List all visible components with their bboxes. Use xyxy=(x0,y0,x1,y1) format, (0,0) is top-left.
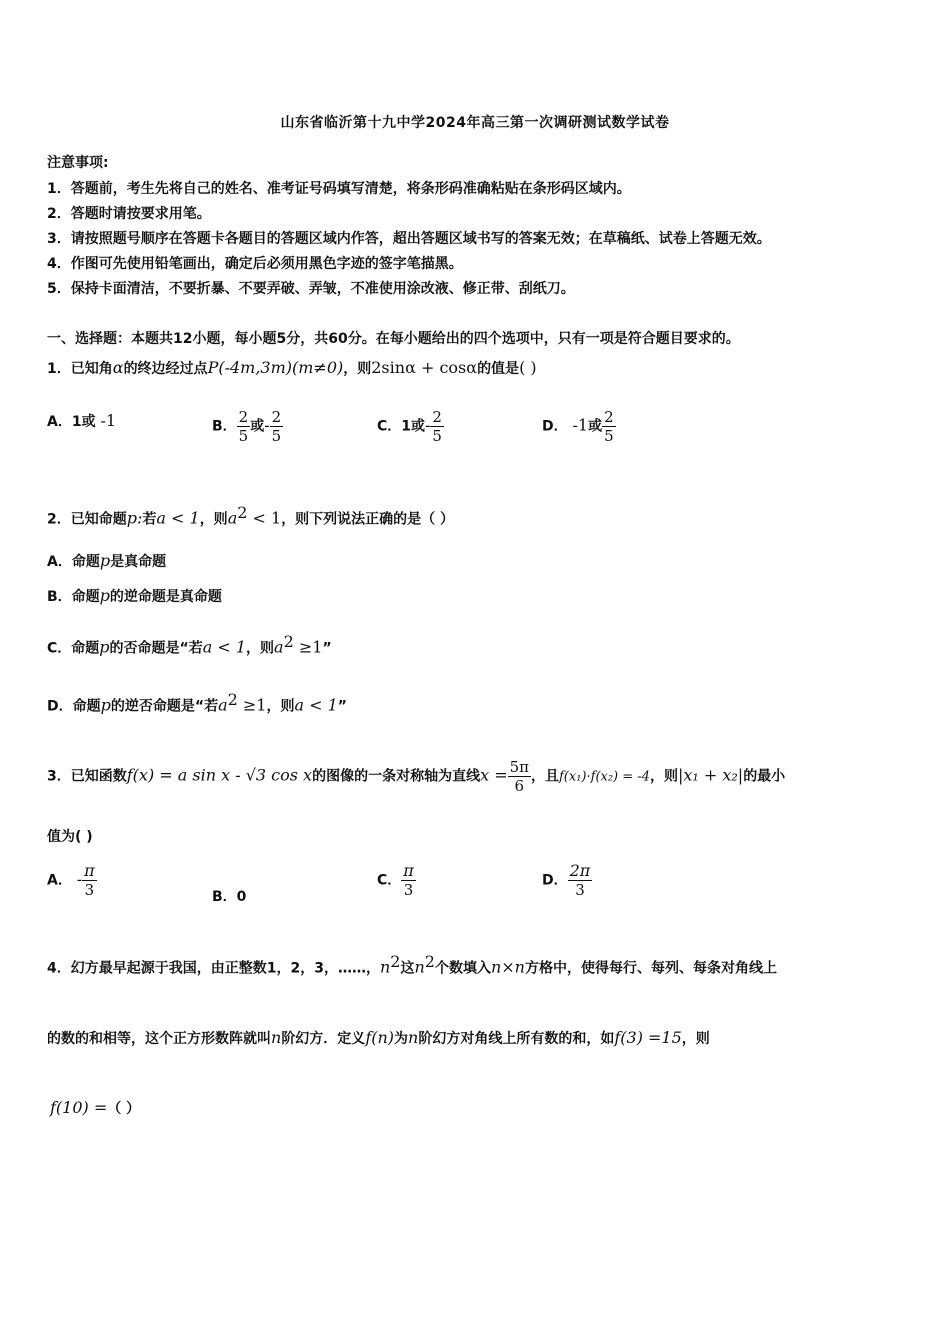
q2-var-a: a xyxy=(227,508,238,528)
q2-var-a: a xyxy=(274,637,284,657)
q3-function: f(x) = a sin x - √3 cos x xyxy=(126,765,313,785)
q3-text: 的最小 xyxy=(743,768,786,785)
q1-option-b-neg: - xyxy=(264,415,270,435)
q4-var-n: n xyxy=(414,957,425,977)
q2-option-c-text: ，则 xyxy=(246,640,275,657)
notice-item: 4．作图可先使用铅笔画出，确定后必须用黑色字迹的签字笔描黑。 xyxy=(47,256,463,272)
q3-option-c-label: C． xyxy=(377,872,402,889)
q3-option-c xyxy=(377,862,416,899)
q2-option-d-text: 的逆否命题是“若 xyxy=(110,698,219,715)
q1-option-d-label: D． xyxy=(542,418,568,435)
q1-option-c-fraction: $\frac{2}{5}$ xyxy=(432,408,442,445)
q2-text: ，则 xyxy=(199,511,228,528)
q4-text: 个数填入 xyxy=(434,960,491,977)
q4-var-n: n xyxy=(408,1028,419,1047)
question-3-stem xyxy=(47,758,785,795)
notice-heading: 注意事项: xyxy=(47,155,109,171)
q1-option-a-label: A．1或 xyxy=(47,414,96,430)
q3-option-a-label: A． xyxy=(47,872,72,889)
q1-option-a-value: -1 xyxy=(100,411,117,430)
q2-ge-one: ≥1 xyxy=(237,695,267,715)
q1-option-c-neg: - xyxy=(425,415,431,435)
q2-proposition-p: p: xyxy=(126,508,143,528)
q3-stem-continued: 值为( ) xyxy=(47,829,93,845)
q4-text: 4．幻方最早起源于我国，由正整数1，2，3，……， xyxy=(47,960,380,977)
notice-item: 1．答题前，考生先将自己的姓名、准考证号码填写清楚，将条形码准确粘贴在条形码区域内。 xyxy=(47,181,631,197)
q2-text: 2．已知命题 xyxy=(47,511,127,528)
q2-var-p: p xyxy=(99,551,111,570)
question-4-stem xyxy=(47,952,777,978)
q2-option-c-label: C．命题 xyxy=(47,640,100,657)
q4-square: 2 xyxy=(424,952,435,971)
q2-option-a-text: 是真命题 xyxy=(110,554,167,570)
q1-text: ，则 xyxy=(343,361,372,377)
q1-answer-paren: ( ) xyxy=(519,358,537,377)
q2-option-a xyxy=(47,551,166,571)
q4-square: 2 xyxy=(390,952,401,971)
question-4-stem-line2 xyxy=(47,1028,710,1048)
notice-item: 3．请按照题号顺序在答题卡各题目的答题区域内作答，超出答题区域书写的答案无效；在草稿纸、试卷上答题无效。 xyxy=(47,231,771,247)
q2-condition: a < 1 xyxy=(202,637,247,657)
q1-expression: 2sinα + cosα xyxy=(371,358,478,377)
q3-option-a-neg: - xyxy=(76,869,83,889)
q3-text: 3．已知函数 xyxy=(47,768,127,785)
q1-option-b-fraction: $\frac{2}{5}$ xyxy=(271,408,282,445)
q3-option-d-label: D． xyxy=(542,872,568,889)
q1-option-b-or: 或 xyxy=(250,418,265,435)
q4-f3: f(3) =15 xyxy=(614,1028,682,1047)
q2-option-d-label: D．命题 xyxy=(47,698,101,715)
question-2-stem xyxy=(47,503,454,529)
q1-option-a xyxy=(47,411,116,431)
q4-text: 的数的和相等，这个正方形数阵就叫 xyxy=(47,1031,271,1047)
q3-option-b: B．0 xyxy=(212,889,247,905)
q1-option-d xyxy=(542,408,616,445)
q3-option-d-fraction: $\frac{2\pi}{3}$ xyxy=(569,861,591,899)
q3-option-d xyxy=(542,862,592,899)
q2-option-c xyxy=(47,632,332,658)
q4-n-by-n: n×n xyxy=(490,957,525,977)
q1-option-c xyxy=(377,408,444,445)
q4-text: 阶幻方．定义 xyxy=(281,1031,366,1047)
q1-option-d-fraction: $\frac{2}{5}$ xyxy=(604,408,614,445)
q1-alpha: α xyxy=(112,358,124,377)
q2-option-c-quote: ” xyxy=(322,640,332,657)
q4-var-n: n xyxy=(271,1028,282,1047)
q2-text: ，则下列说法正确的是（ ） xyxy=(281,511,455,528)
question-4-stem-line3 xyxy=(50,1098,140,1118)
q2-option-d xyxy=(47,690,347,716)
q1-text: 的值是 xyxy=(477,361,520,377)
q4-text: 方格中，使得每行、每列、每条对角线上 xyxy=(524,960,777,977)
q2-option-d-text: ，则 xyxy=(266,698,295,715)
q4-fn: f(n) xyxy=(365,1028,395,1047)
question-1-stem xyxy=(47,358,537,378)
q3-text: 的图像的一条对称轴为直线 xyxy=(312,768,481,785)
q3-abs-sum: |x₁ + x₂| xyxy=(677,765,744,785)
q3-option-a-fraction: $\frac{\pi}{3}$ xyxy=(84,861,95,899)
q3-text: ，且 xyxy=(531,768,559,785)
q3-axis-fraction: $\frac{5\pi}{6}$ xyxy=(509,758,529,795)
q2-option-b-label: B．命题 xyxy=(47,589,100,605)
q2-option-b-text: 的逆命题是真命题 xyxy=(109,589,222,605)
q1-option-d-or: 或 xyxy=(588,418,603,435)
q1-option-b xyxy=(212,408,283,445)
q2-option-b xyxy=(47,586,222,606)
q2-option-c-text: 的否命题是“若 xyxy=(109,640,203,657)
q2-square: 2 xyxy=(227,690,238,709)
q3-axis-eq: x = xyxy=(480,765,508,785)
q4-text: 阶幻方对角线上所有数的和，如 xyxy=(418,1031,615,1047)
q2-ge-one: ≥1 xyxy=(293,637,323,657)
notice-item: 5．保持卡面清洁，不要折暴、不要弄破、弄皱，不准使用涂改液、修正带、刮纸刀。 xyxy=(47,281,575,297)
q2-condition: a < 1 xyxy=(156,508,200,528)
page-title: 山东省临沂第十九中学2024年高三第一次调研测试数学试卷 xyxy=(280,115,670,131)
q3-option-c-fraction: $\frac{\pi}{3}$ xyxy=(403,861,414,899)
q3-product: f(x₁)·f(x₂) = -4 xyxy=(559,769,650,785)
q1-point: P(-4m,3m)(m≠0) xyxy=(207,358,344,377)
q4-var-n: n xyxy=(379,957,391,977)
q1-text: 1．已知角 xyxy=(47,361,113,377)
q4-text: 这 xyxy=(400,960,415,977)
q2-option-a-label: A．命题 xyxy=(47,554,100,570)
q2-text: 若 xyxy=(142,511,157,528)
q2-var-p: p xyxy=(100,695,111,715)
q2-var-p: p xyxy=(99,586,110,605)
q2-option-d-quote: ” xyxy=(337,698,347,715)
q1-option-b-fraction: $\frac{2}{5}$ xyxy=(238,408,249,445)
q2-square: 2 xyxy=(237,503,248,522)
q1-option-b-label: B． xyxy=(212,418,237,435)
q1-option-d-value: -1 xyxy=(572,415,589,435)
q3-text: ，则 xyxy=(649,768,678,785)
q4-f10: f(10) = xyxy=(50,1098,108,1117)
q2-var-p: p xyxy=(99,637,110,657)
notice-item: 2．答题时请按要求用笔。 xyxy=(47,206,211,222)
q2-condition: a < 1 xyxy=(294,695,338,715)
q4-text: ，则 xyxy=(681,1031,710,1047)
q2-lt-one: < 1 xyxy=(247,508,282,528)
q3-option-a xyxy=(47,862,97,899)
q1-text: 的终边经过点 xyxy=(123,361,208,377)
q1-option-c-label: C．1或 xyxy=(377,418,426,435)
q4-text: 为 xyxy=(394,1031,409,1047)
q2-var-a: a xyxy=(218,695,228,715)
section-heading: 一、选择题：本题共12小题，每小题5分，共60分。在每小题给出的四个选项中，只有一项是符合题目要求的。 xyxy=(47,331,740,347)
q4-answer-paren: （ ） xyxy=(107,1101,141,1117)
q2-square: 2 xyxy=(283,632,294,651)
